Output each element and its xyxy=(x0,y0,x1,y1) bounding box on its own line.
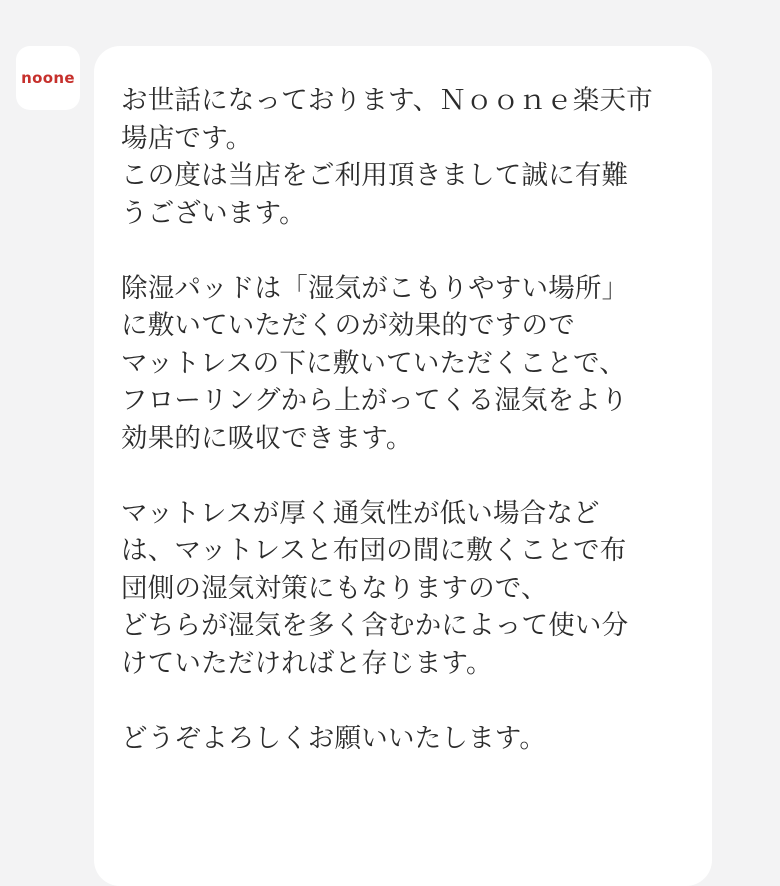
message-line: 除湿パッドは「湿気がこもりやすい場所」 xyxy=(121,272,629,304)
message-line: この度は当店をご利用頂きまして誠に有難 xyxy=(121,160,629,191)
message-line: 団側の湿気対策にもなりますので、 xyxy=(121,572,548,604)
message-line: うございます。 xyxy=(121,197,306,229)
message-line: どうぞよろしくお願いいたします。 xyxy=(121,722,547,754)
message-line: 場店です。 xyxy=(121,122,253,154)
message-line: に敷いていただくのが効果的ですので xyxy=(121,310,575,341)
blank-line xyxy=(121,682,701,720)
blank-line xyxy=(121,457,701,495)
message-line: マットレスの下に敷いていただくことで、 xyxy=(121,347,626,379)
shop-logo: noone xyxy=(21,69,75,87)
message-line: フローリングから上がってくる湿気をより xyxy=(121,385,628,416)
message-line: どちらが湿気を多く含むかによって使い分 xyxy=(121,610,629,641)
message-text xyxy=(121,82,701,757)
message-line: マットレスが厚く通気性が低い場合など xyxy=(121,497,600,529)
message-line: 効果的に吸収できます。 xyxy=(121,422,413,454)
shop-avatar[interactable] xyxy=(16,46,80,110)
blank-line xyxy=(121,232,701,270)
message-line: けていただければと存じます。 xyxy=(121,647,493,679)
message-line: は、マットレスと布団の間に敷くことで布 xyxy=(121,535,627,566)
message-line: お世話になっております、Ｎｏｏｎｅ楽天市 xyxy=(121,85,653,116)
